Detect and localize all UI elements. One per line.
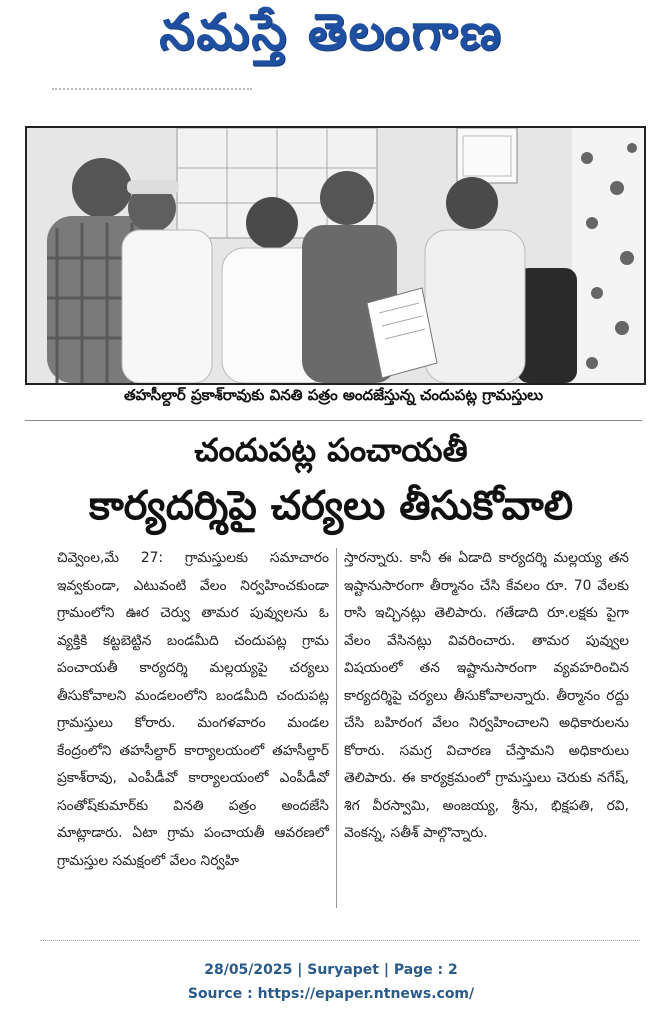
footer-divider bbox=[40, 940, 640, 941]
photo-caption: తహసీల్దార్ ప్రకాశ్‌రావుకు వినతి పత్రం అందజేస్తున్న చందుపట్ల గ్రామస్తులు bbox=[123, 386, 544, 404]
article-kicker: చందుపట్ల పంచాయతీ bbox=[194, 431, 468, 469]
caption-divider bbox=[25, 420, 642, 421]
edition-info: 28/05/2025 | Suryapet | Page : 2 bbox=[204, 962, 458, 978]
source-link[interactable]: Source : https://epaper.ntnews.com/ bbox=[187, 986, 475, 1002]
newspaper-logo: నమస్తే తెలంగాణ bbox=[159, 2, 503, 61]
article-body-right: స్తారన్నారు. కానీ ఈ ఏడాది కార్యదర్శి మల్లయ్య తన ఇష్టానుసారంగా తీర్మానం చేసి కేవలం రూ. 70 వేలకు రాసి ఇచ్చినట్లు తెలిపారు. గతేడాది రూ.లక్షకు పైగా వేలం వేసినట్లు వివరించారు. తామర పువ్వుల విషయంలో తన ఇష్టానుసారంగా వ్యవహరించిన కార్యదర్శిపై చర్యలు తీసుకోవాలన్నారు. తీర్మానం రద్దు చేసి బహిరంగ వేలం నిర్వహించాలని అధికారులను కోరారు. సమగ్ర విచారణ చేస్తామని అధికారులు తెలిపారు. ఈ కార్యక్రమంలో గ్రామస్తులు చెరుకు నగేష్, శిగ వీరస్వామి, అంజయ్య, శ్రీను, భిక్షపతి, రవి, వెంకన్న, సతీశ్ పాల్గొన్నారు. bbox=[344, 550, 629, 841]
people-handing-memorandum-image bbox=[27, 128, 644, 383]
article-column-left bbox=[57, 545, 329, 875]
masthead bbox=[0, 0, 662, 92]
article-column-right bbox=[344, 545, 629, 848]
article-body-left: చివ్వెంల,మే 27: గ్రామస్తులకు సమాచారం ఇవ్వకుండా, ఎటువంటి వేలం నిర్వహించకుండా గ్రామంలోని ఊర చెర్వు తామర పువ్వులను ఓ వ్యక్తికి కట్టబెట్టిన బండమీది చందుపట్ల గ్రామ పంచాయతీ కార్యదర్శి మల్లయ్యపై చర్యలు తీసుకోవాలని మండలంలోని బండమీది చందుపట్ల గ్రామస్తులు కోరారు. మంగళవారం మండల కేంద్రంలోని తహసీల్దార్ కార్యాలయంలో తహసీల్దార్ ప్రకాశ్‌రావు, ఎంపీడీవో కార్యాలయంలో ఎంపీడీవో సంతోష్‌కుమార్‌కు వినతి పత్రం అందజేసి మాట్లాడారు. ఏటా గ్రామ పంచాయతీ ఆవరణలో గ్రామస్తుల సమక్షంలో వేలం నిర్వహి bbox=[57, 550, 329, 869]
news-photo bbox=[25, 126, 646, 385]
column-divider bbox=[336, 548, 337, 908]
masthead-divider bbox=[52, 88, 252, 96]
article-headline: కార్యదర్శిపై చర్యలు తీసుకోవాలి bbox=[88, 483, 574, 529]
